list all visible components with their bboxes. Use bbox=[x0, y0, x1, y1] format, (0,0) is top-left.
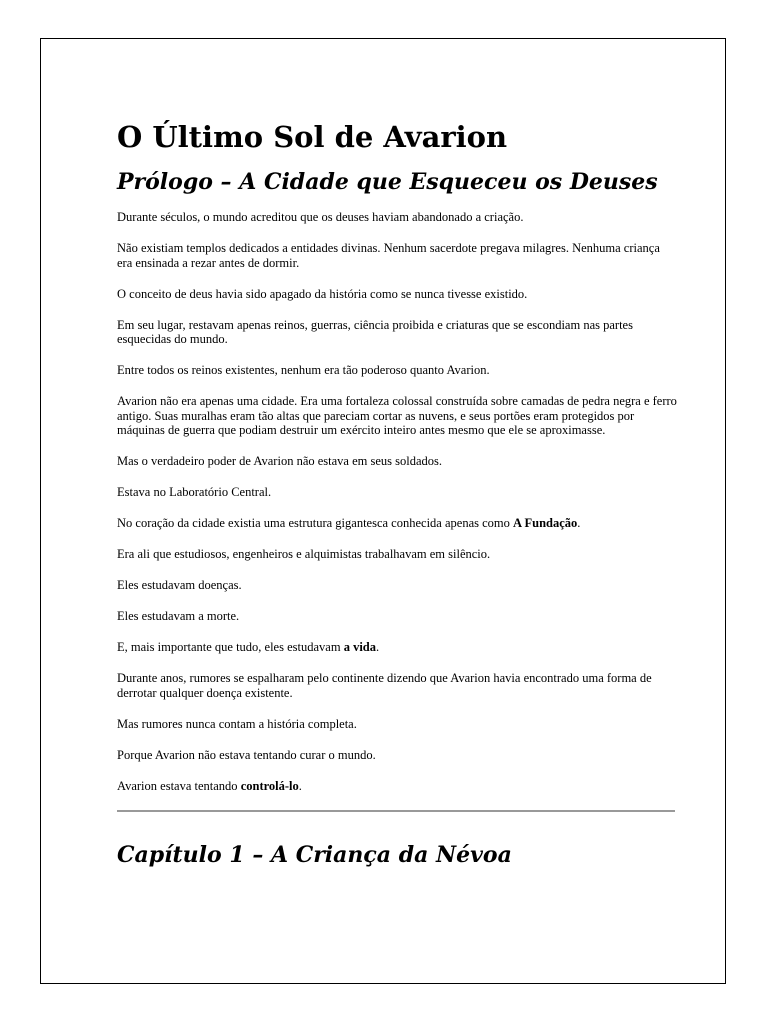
paragraph-controla bbox=[117, 779, 677, 794]
document-page bbox=[40, 38, 726, 984]
text-span: No coração da cidade existia uma estrutura gigantesca conhecida apenas como bbox=[117, 516, 514, 531]
document-content bbox=[117, 119, 677, 883]
paragraph: Mas rumores nunca contam a história completa. bbox=[117, 716, 357, 731]
paragraph: Entre todos os reinos existentes, nenhum era tão poderoso quanto Avarion. bbox=[117, 363, 490, 378]
prologue-heading: Prólogo – A Cidade que Esqueceu os Deuses bbox=[117, 169, 658, 195]
book-title: O Último Sol de Avarion bbox=[117, 120, 508, 154]
paragraph: Porque Avarion não estava tentando curar o mundo. bbox=[117, 747, 376, 762]
text-span: . bbox=[577, 516, 581, 531]
paragraph: Avarion não era apenas uma cidade. Era uma fortaleza colossal construída sobre camadas de pedra negra e ferro antigo. Suas muralhas eram tão altas que pareciam cortar as nuvens, e seus portões eram protegidos por máquinas de guerra que podiam destruir um exército inteiro antes mesmo que ele se aproximasse. bbox=[117, 394, 677, 438]
paragraph-fundacao bbox=[117, 516, 677, 531]
text-span: . bbox=[298, 778, 302, 793]
bold-vida: a vida bbox=[343, 640, 376, 655]
text-span: Avarion estava tentando bbox=[117, 778, 241, 793]
paragraph: Eles estudavam doenças. bbox=[117, 578, 242, 593]
paragraph-vida bbox=[117, 640, 677, 655]
paragraph: Estava no Laboratório Central. bbox=[117, 485, 272, 500]
section-divider bbox=[117, 810, 675, 812]
paragraph: Em seu lugar, restavam apenas reinos, guerras, ciência proibida e criaturas que se escondiam nas partes esquecidas do mundo. bbox=[117, 317, 633, 347]
paragraph: Eles estudavam a morte. bbox=[117, 609, 240, 624]
chapter-1-heading: Capítulo 1 – A Criança da Névoa bbox=[117, 841, 512, 868]
paragraph: Era ali que estudiosos, engenheiros e alquimistas trabalhavam em silêncio. bbox=[117, 547, 491, 562]
text-span: E, mais importante que tudo, eles estudavam bbox=[117, 640, 344, 655]
paragraph: O conceito de deus havia sido apagado da história como se nunca tivesse existido. bbox=[117, 286, 528, 301]
text-span: . bbox=[376, 640, 380, 655]
bold-controla: controlá-lo bbox=[240, 778, 299, 793]
paragraph: Durante anos, rumores se espalharam pelo continente dizendo que Avarion havia encontrado uma forma de derrotar qualquer doença existente. bbox=[117, 671, 652, 700]
paragraph: Não existiam templos dedicados a entidades divinas. Nenhum sacerdote pregava milagres. Nenhuma criança era ensinada a rezar antes de dormir. bbox=[117, 240, 660, 270]
paragraph: Durante séculos, o mundo acreditou que os deuses haviam abandonado a criação. bbox=[117, 210, 524, 224]
bold-fundacao: A Fundação bbox=[513, 516, 578, 531]
paragraph: Mas o verdadeiro poder de Avarion não estava em seus soldados. bbox=[117, 454, 443, 469]
